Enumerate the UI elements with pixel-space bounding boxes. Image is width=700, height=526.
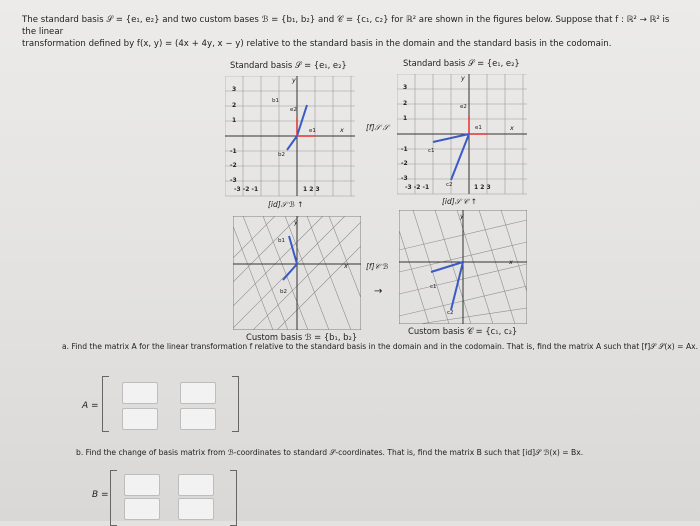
c2-vector — [451, 134, 469, 180]
tr-y-label: y — [461, 74, 465, 82]
tl-ticks-x-neg: -3 -2 -1 — [234, 186, 259, 193]
map-bottom-label: [f]𝒞 ℬ — [366, 262, 389, 271]
matrix-b-cell-21[interactable] — [124, 498, 160, 520]
top-right-title: Standard basis 𝒮 = {e₁, e₂} — [403, 58, 520, 68]
matrix-b-cell-12[interactable] — [178, 474, 214, 496]
matrix-a-cell-22[interactable] — [180, 408, 216, 430]
bl-y-label: y — [294, 218, 298, 226]
top-left-title: Standard basis 𝒮 = {e₁, e₂} — [230, 60, 347, 70]
tl-tick-1: 1 — [232, 117, 237, 124]
tr-ticks-x-pos: 1 2 3 — [474, 184, 491, 191]
tl-b2-label: b2 — [278, 152, 285, 158]
tl-ticks-x-pos: 1 2 3 — [303, 186, 320, 193]
tr-tick-neg2: -2 — [401, 160, 408, 167]
tr-tick-2: 2 — [403, 100, 408, 107]
bottom-left-grid — [233, 216, 361, 330]
top-left-grid — [225, 76, 355, 198]
tr-tick-neg3: -3 — [401, 175, 408, 182]
tl-b1-label: b1 — [272, 98, 279, 104]
b2-vector — [287, 136, 297, 150]
problem-statement — [22, 14, 682, 50]
matrix-a-label: A = — [82, 401, 99, 411]
bl-b1-label: b1 — [278, 238, 285, 244]
intro-line-1: The standard basis 𝒮 = {e₁, e₂} and two custom bases ℬ = {b₁, b₂} and 𝒞 = {c₁, c₂} for ℝ² are shown in the figures below. Suppose that f : ℝ² → ℝ² is the linear — [22, 15, 670, 37]
br-c1-label: c1 — [430, 284, 437, 290]
matrix-a-cell-21[interactable] — [122, 408, 158, 430]
tr-c1-label: c1 — [428, 148, 435, 154]
tl-tick-3: 3 — [232, 86, 237, 93]
tr-tick-3: 3 — [403, 84, 408, 91]
tr-e1-label: e1 — [475, 125, 482, 131]
part-b-question: b. Find the change of basis matrix from ℬ-coordinates to standard 𝒮-coordinates. That is, find the matrix B such that [id]𝒮 ℬ(x) = Bx. — [76, 448, 584, 457]
id-right-label: [id]𝒮 𝒞 ↑ — [442, 197, 478, 206]
br-x-label: x — [509, 258, 513, 266]
bl-x-label: x — [344, 262, 348, 270]
tl-tick-2: 2 — [232, 102, 237, 109]
tr-tick-neg1: -1 — [401, 146, 408, 153]
map-arrow: → — [374, 286, 383, 297]
map-top-label: [f]𝒮 𝒮 — [366, 123, 389, 132]
intro-line-2: transformation defined by f(x, y) = (4x + 4y, x − y) relative to the standard basis in the domain and the standard basis in the codomain. — [22, 39, 612, 49]
part-a-question: a. Find the matrix A for the linear transformation f relative to the standard basis in the domain and in the codomain. That is, find the matrix A such that [f]𝒮 𝒮(x) = Ax. — [62, 342, 699, 351]
tl-x-label: x — [340, 126, 344, 134]
matrix-a-cell-12[interactable] — [180, 382, 216, 404]
bl-b2-label: b2 — [280, 289, 287, 295]
matrix-b-cell-22[interactable] — [178, 498, 214, 520]
top-right-grid — [397, 74, 527, 196]
tl-tick-neg1: -1 — [230, 148, 237, 155]
c2-vector — [451, 262, 463, 310]
bottom-left-title: Custom basis ℬ = {b₁, b₂} — [246, 332, 358, 342]
tr-c2-label: c2 — [446, 182, 453, 188]
tl-y-label: y — [292, 76, 296, 84]
b1-vector — [289, 236, 297, 264]
matrix-b-label: B = — [92, 490, 109, 500]
matrix-b-left-bracket — [110, 470, 117, 526]
id-left-label: [id]𝒮 ℬ ↑ — [268, 200, 304, 209]
matrix-b-right-bracket — [230, 470, 237, 526]
tl-e1-label: e1 — [309, 128, 316, 134]
tl-tick-neg3: -3 — [230, 177, 237, 184]
tl-e2-label: e2 — [290, 107, 297, 113]
b1-vector — [297, 105, 307, 136]
tr-e2-label: e2 — [460, 104, 467, 110]
tr-x-label: x — [510, 124, 514, 132]
tr-tick-1: 1 — [403, 115, 408, 122]
matrix-a-cell-11[interactable] — [122, 382, 158, 404]
tl-tick-neg2: -2 — [230, 162, 237, 169]
bottom-right-grid — [399, 210, 527, 324]
matrix-b-cell-11[interactable] — [124, 474, 160, 496]
br-c2-label: c2 — [447, 310, 454, 316]
br-y-label: y — [460, 212, 464, 220]
matrix-a-right-bracket — [232, 376, 239, 432]
tr-ticks-x-neg: -3 -2 -1 — [405, 184, 430, 191]
bottom-right-title: Custom basis 𝒞 = {c₁, c₂} — [408, 326, 518, 336]
matrix-a-left-bracket — [102, 376, 109, 432]
